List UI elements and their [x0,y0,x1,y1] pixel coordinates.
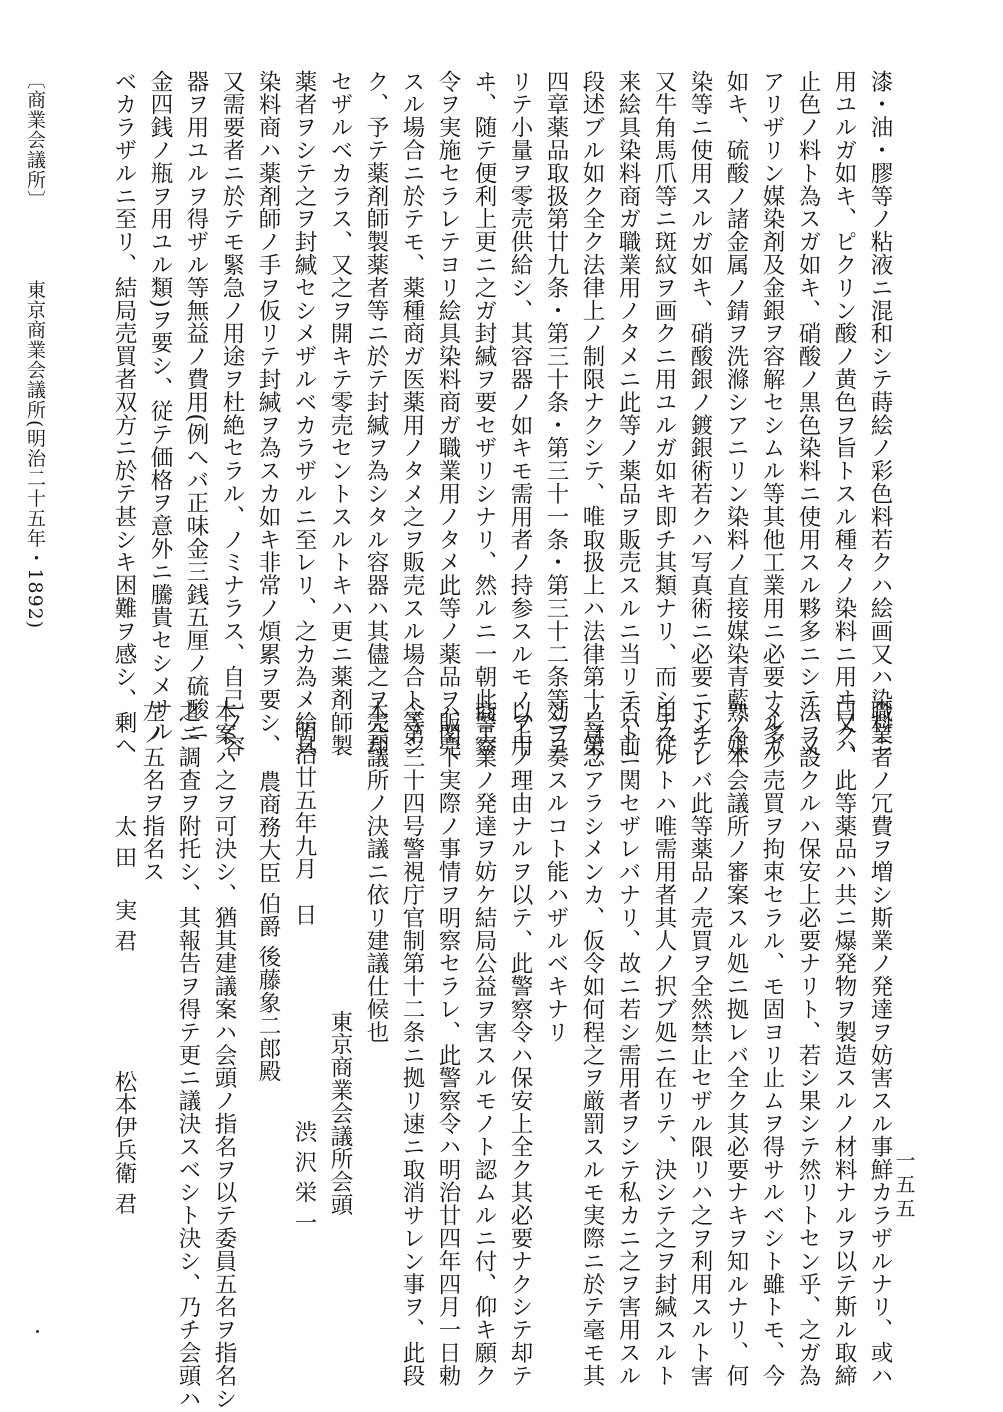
text-column: リテ小量ヲ零売供給シ、其容器ノ如キモ需用者ノ持参スルモノヲ用 [507,70,533,757]
text-column: 来絵具染料商ガ職業用ノタメニ此等ノ薬品ヲ販売スルニ当リテハ前 [615,70,641,757]
text-column: 段述ブル如ク全ク法律上ノ制限ナクシテ、唯取扱上ハ法律第十号第 [579,70,605,757]
header-org-label: 〔商業会議所〕 [24,70,46,210]
text-column: スル場合ニ於テモ、薬種商ガ医薬用ノタメ之ヲ販売スル場合ト等シ [399,70,425,757]
text-column: セザルベカラス、又之ヲ開キテ零売セントスルトキハ更ニ薬剤師製 [327,70,353,757]
recipient: 農商務大臣 伯爵 後藤象二郎殿 [255,770,281,1083]
header-date-range: (明治二十五年・1892) [24,420,46,630]
closing-column: 本案ハ之ヲ可決シ、猶其建議案ハ会頭ノ指名ヲ以テ委員五名ヲ指名シ [211,700,237,1410]
page-number: 一五五 [892,1150,916,1222]
text-column: 本会議所ノ決議ニ依リ建議仕候也 [363,700,389,1044]
text-column: 効ヲ奏スルコト能ハザルベキナリ [543,700,569,1044]
text-column: 用ユルガ如キ、ピクリン酸ノ黄色ヲ旨トスル種々ノ染料ニ用ヰ又ハ [831,70,857,757]
text-column: 法ヲ設クルハ保安上必要ナリト、若シ果シテ然リトセン乎、之ガ為 [795,700,821,1387]
closing-column: 之ニ調査ヲ附托シ、其報告ヲ得テ更ニ議決スベシト決シ、乃チ会頭ハ [175,700,201,1410]
letter-date: 明治廿五年九月 日 [291,720,317,927]
text-column: 止色ノ料ト為スガ如キ、硝酸ノ黒色染料ニ使用スル夥多ニシテ、又 [795,70,821,757]
text-column: 又牛角馬爪等ニ斑紋ヲ画クニ用ユルガ如キ即チ其類ナリ、而シテ従 [651,70,677,757]
text-column: 商工業ノ発達ヲ妨ケ結局公益ヲ害スルモノト認ムルニ付、仰キ願ク [471,700,497,1387]
sender-name: 渋 沢 栄 一 [291,1120,317,1235]
text-column: 曰ク、此等薬品ハ共ニ爆発物ヲ製造スルノ材料ナルヲ以テ斯ル取締 [831,700,857,1387]
text-column: 器ヲ用ユルヲ得ザル等無益ノ費用(例へバ正味金三銭五厘ノ硫酸ニ [183,70,209,744]
text-column: トナレバ此等薬品ノ売買ヲ全然禁止セザル限リハ之ヲ利用スルト害 [687,700,713,1387]
committee-member: 太 田 実 君 [111,815,137,953]
text-column: 職業者ノ冗費ヲ増シ斯業ノ発達ヲ妨害スル事鮮カラザルナリ、或ハ [867,700,893,1387]
header-org-name: 東京商業会議所 [24,280,46,420]
closing-column: 左ノ五名ヲ指名ス [139,700,165,884]
text-column: 染等ニ使用スルガ如キ、硝酸銀ノ鍍銀術若クハ写真術ニ必要ニシテ [687,70,713,757]
text-column: 染料商ハ薬剤師ノ手ヲ仮リテ封緘ヲ為スカ如キ非常ノ煩累ヲ要シ、 [255,70,281,757]
text-column: ベカラザルニ至リ、結局売買者双方ニ於テ甚シキ困難ヲ感シ、剰ヘ [111,70,137,757]
text-column: 否トニ関セザレバナリ、故ニ若シ需用者ヲシテ私カニ之ヲ害用スル [615,700,641,1387]
text-column: 薬者ヲシテ之ヲ封緘セシメザルベカラザルニ至レリ、之カ為メ絵具 [291,70,317,757]
text-column: ヰ、随テ便利上更ニ之ガ封緘ヲ要セザリシナリ、然ルニ一朝此警察 [471,70,497,757]
text-column: 又需要者ニ於テモ緊急ノ用途ヲ杜絶セラル、ノミナラス、自己ノ容 [219,70,245,757]
text-column: 四章薬品取扱第廿九条・第三十条・第三十一条・第三十二条等ニヨ [543,70,569,757]
text-column: 金四銭ノ瓶ヲ用ユル類)ヲ要シ、従テ価格ヲ意外ニ騰貴セシメサル [147,70,173,744]
text-column: 令第三十四号警視庁官制第十二条ニ拠リ速ニ取消サレン事ヲ、此段 [399,700,425,1387]
text-column: ノ意念アラシメンカ、仮令如何程之ヲ厳罰スルモ実際ニ於テ毫モ其 [579,700,605,1387]
text-column: ク、予テ薬剤師製薬者等ニ於テ封緘ヲ為シタル容器ハ其儘之ヲ売却 [363,70,389,757]
text-column: 用スルトハ唯需用者其人ノ択ブ処ニ在リテ、決シテ之ヲ封緘スルト [651,700,677,1387]
text-column: 熟々本会議所ノ審案スル処ニ拠レバ全ク其必要ナキヲ知ルナリ、何 [723,700,749,1387]
text-column: メ多少売買ヲ拘束セラル、モ固ヨリ止ムヲ得サルベシト雖トモ、今 [759,700,785,1387]
text-column: 令ヲ実施セラレテヨリ絵具染料商ガ職業用ノタメ此等ノ薬品ヲ販売 [435,70,461,757]
text-column: ハ閣下実際ノ事情ヲ明察セラレ、此警察令ハ明治廿四年四月一日勅 [435,700,461,1387]
scan-speck [36,1330,39,1333]
text-column: 如キ、硫酸ノ諸金属ノ錆ヲ洗滌シアニリン染料ノ直接媒染青藍ノ媒 [723,70,749,757]
text-column: アリザリン媒染剤及金銀ヲ容解セシムル等其他工業用ニ必要ナルガ [759,70,785,757]
sender-org: 東京商業会議所会頭 [327,1010,353,1217]
committee-member: 松本伊兵衛 君 [111,1070,137,1215]
text-column: 漆・油・膠等ノ粘液ニ混和シテ蒔絵ノ彩色料若クハ絵画又ハ染料ニ [867,70,893,757]
text-column: 以上ノ理由ナルヲ以テ、此警察令ハ保安上全ク其必要ナクシテ却テ [507,700,533,1387]
